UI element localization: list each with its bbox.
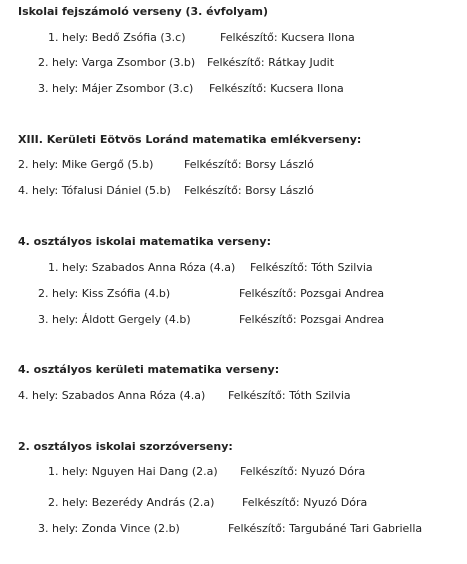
section-heading: 4. osztályos kerületi matematika verseny: — [18, 363, 280, 376]
section-heading: XIII. Kerületi Eötvös Loránd matematika emlékverseny: — [18, 133, 362, 146]
result-teacher: Felkészítő: Targubáné Tari Gabriella — [228, 522, 423, 535]
result-teacher: Felkészítő: Kucsera Ilona — [220, 31, 355, 44]
result-teacher: Felkészítő: Rátkay Judit — [207, 56, 335, 69]
result-place: 3. hely: Zonda Vince (2.b) — [38, 522, 180, 535]
result-place: 2. hely: Bezerédy András (2.a) — [48, 496, 215, 509]
section-heading: Iskolai fejszámoló verseny (3. évfolyam) — [18, 5, 268, 18]
section-heading: 2. osztályos iskolai szorzóverseny: — [18, 440, 233, 453]
result-place: 4. hely: Szabados Anna Róza (4.a) — [18, 389, 206, 402]
result-teacher: Felkészítő: Pozsgai Andrea — [239, 313, 385, 326]
result-teacher: Felkészítő: Nyuzó Dóra — [242, 496, 368, 509]
result-teacher: Felkészítő: Pozsgai Andrea — [239, 287, 385, 300]
result-teacher: Felkészítő: Borsy László — [184, 184, 314, 197]
result-teacher: Felkészítő: Nyuzó Dóra — [240, 465, 366, 478]
section-heading: 4. osztályos iskolai matematika verseny: — [18, 235, 271, 248]
result-teacher: Felkészítő: Borsy László — [184, 158, 314, 171]
result-place: 2. hely: Kiss Zsófia (4.b) — [38, 287, 171, 300]
result-place: 1. hely: Bedő Zsófia (3.c) — [48, 31, 186, 44]
result-place: 3. hely: Májer Zsombor (3.c) — [38, 82, 194, 95]
result-place: 2. hely: Mike Gergő (5.b) — [18, 158, 154, 171]
result-place: 1. hely: Szabados Anna Róza (4.a) — [48, 261, 236, 274]
result-teacher: Felkészítő: Tóth Szilvia — [228, 389, 351, 402]
result-place: 3. hely: Áldott Gergely (4.b) — [38, 313, 191, 326]
result-place: 4. hely: Tófalusi Dániel (5.b) — [18, 184, 171, 197]
result-place: 1. hely: Nguyen Hai Dang (2.a) — [48, 465, 218, 478]
result-place: 2. hely: Varga Zsombor (3.b) — [38, 56, 196, 69]
result-teacher: Felkészítő: Kucsera Ilona — [209, 82, 344, 95]
result-teacher: Felkészítő: Tóth Szilvia — [250, 261, 373, 274]
